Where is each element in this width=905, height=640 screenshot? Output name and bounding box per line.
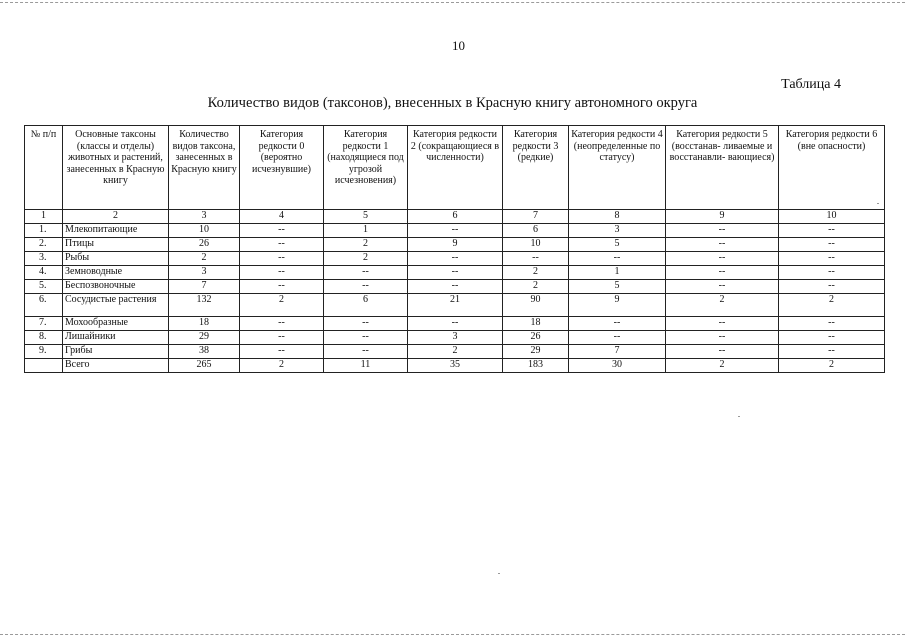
table-row xyxy=(25,266,885,280)
row-number-cell: 4. xyxy=(25,266,63,280)
scan-speck xyxy=(498,573,500,574)
header-cell: Категория редкости 4 (неопределенные по статусу) xyxy=(569,126,666,210)
row-number-cell: 8. xyxy=(25,331,63,345)
value-cell: 26 xyxy=(503,331,569,345)
column-number-row xyxy=(25,210,885,224)
row-number-cell: 2. xyxy=(25,238,63,252)
taxon-cell: Беспозвоночные xyxy=(63,280,169,294)
column-number: 5 xyxy=(324,210,408,224)
value-cell: 2 xyxy=(503,280,569,294)
value-cell: -- xyxy=(779,280,885,294)
value-cell: 21 xyxy=(408,294,503,317)
table-row xyxy=(25,224,885,238)
value-cell: -- xyxy=(408,266,503,280)
value-cell: -- xyxy=(779,224,885,238)
row-number-cell: 9. xyxy=(25,345,63,359)
value-cell: 1 xyxy=(324,224,408,238)
header-cell: Категория редкости 3 (редкие) xyxy=(503,126,569,210)
value-cell: 2 xyxy=(779,294,885,317)
table-row xyxy=(25,359,885,373)
scan-edge-bottom xyxy=(0,634,905,635)
value-cell: -- xyxy=(240,266,324,280)
taxon-cell: Млекопитающие xyxy=(63,224,169,238)
row-number-cell: 5. xyxy=(25,280,63,294)
value-cell: -- xyxy=(666,224,779,238)
value-cell: 132 xyxy=(169,294,240,317)
value-cell: 5 xyxy=(569,238,666,252)
table-label: Таблица 4 xyxy=(781,77,841,92)
scan-speck xyxy=(738,416,740,417)
table-row xyxy=(25,331,885,345)
value-cell: 29 xyxy=(503,345,569,359)
value-cell: -- xyxy=(240,345,324,359)
row-number-cell: 1. xyxy=(25,224,63,238)
value-cell: -- xyxy=(666,252,779,266)
taxon-cell: Мохообразные xyxy=(63,317,169,331)
row-number-cell: 7. xyxy=(25,317,63,331)
taxon-cell: Птицы xyxy=(63,238,169,252)
value-cell: -- xyxy=(666,280,779,294)
value-cell: 2 xyxy=(779,359,885,373)
value-cell: -- xyxy=(779,252,885,266)
value-cell: -- xyxy=(779,317,885,331)
value-cell: -- xyxy=(408,280,503,294)
value-cell: 10 xyxy=(503,238,569,252)
value-cell: -- xyxy=(569,331,666,345)
value-cell: -- xyxy=(666,345,779,359)
value-cell: -- xyxy=(324,266,408,280)
column-number: 2 xyxy=(63,210,169,224)
column-number: 10 xyxy=(779,210,885,224)
value-cell: -- xyxy=(666,317,779,331)
value-cell: -- xyxy=(569,317,666,331)
value-cell: 29 xyxy=(169,331,240,345)
value-cell: -- xyxy=(240,238,324,252)
header-cell: Категория редкости 6 (вне опасности) xyxy=(779,126,885,210)
value-cell: 2 xyxy=(408,345,503,359)
value-cell: -- xyxy=(408,252,503,266)
value-cell: 90 xyxy=(503,294,569,317)
value-cell: -- xyxy=(240,331,324,345)
row-number-cell xyxy=(25,359,63,373)
value-cell: 6 xyxy=(324,294,408,317)
value-cell: 3 xyxy=(169,266,240,280)
value-cell: -- xyxy=(569,252,666,266)
value-cell: 2 xyxy=(169,252,240,266)
table-body xyxy=(25,210,885,373)
value-cell: -- xyxy=(503,252,569,266)
table-row xyxy=(25,294,885,317)
header-cell: Категория редкости 0 (вероятно исчезнувшие) xyxy=(240,126,324,210)
value-cell: -- xyxy=(779,331,885,345)
value-cell: 6 xyxy=(503,224,569,238)
red-book-table xyxy=(24,125,885,373)
taxon-cell: Сосудистые растения xyxy=(63,294,169,317)
page-number: 10 xyxy=(452,38,465,53)
value-cell: -- xyxy=(779,345,885,359)
header-cell: Количество видов таксона, занесенных в Красную книгу xyxy=(169,126,240,210)
value-cell: 1 xyxy=(569,266,666,280)
value-cell: -- xyxy=(666,238,779,252)
row-number-cell: 6. xyxy=(25,294,63,317)
value-cell: 2 xyxy=(324,252,408,266)
row-number-cell: 3. xyxy=(25,252,63,266)
value-cell: 38 xyxy=(169,345,240,359)
value-cell: -- xyxy=(408,317,503,331)
table-header xyxy=(25,126,885,210)
value-cell: 2 xyxy=(503,266,569,280)
value-cell: 9 xyxy=(569,294,666,317)
scan-speck xyxy=(877,203,879,204)
header-cell: Категория редкости 5 (восстанав- ливаемые и восстанавли- вающиеся) xyxy=(666,126,779,210)
taxon-cell: Всего xyxy=(63,359,169,373)
taxon-cell: Рыбы xyxy=(63,252,169,266)
value-cell: 3 xyxy=(408,331,503,345)
value-cell: -- xyxy=(324,280,408,294)
value-cell: 5 xyxy=(569,280,666,294)
value-cell: -- xyxy=(779,266,885,280)
value-cell: 18 xyxy=(169,317,240,331)
value-cell: -- xyxy=(240,280,324,294)
table-row xyxy=(25,280,885,294)
value-cell: 10 xyxy=(169,224,240,238)
header-cell: Категория редкости 1 (находящиеся под угрозой исчезновения) xyxy=(324,126,408,210)
value-cell: 11 xyxy=(324,359,408,373)
header-row xyxy=(25,126,885,210)
value-cell: 35 xyxy=(408,359,503,373)
taxon-cell: Лишайники xyxy=(63,331,169,345)
value-cell: 30 xyxy=(569,359,666,373)
value-cell: 2 xyxy=(240,359,324,373)
column-number: 3 xyxy=(169,210,240,224)
column-number: 9 xyxy=(666,210,779,224)
value-cell: 183 xyxy=(503,359,569,373)
taxon-cell: Грибы xyxy=(63,345,169,359)
value-cell: -- xyxy=(240,252,324,266)
value-cell: 2 xyxy=(666,359,779,373)
table-row xyxy=(25,317,885,331)
scan-edge-top xyxy=(0,2,905,3)
value-cell: -- xyxy=(666,331,779,345)
value-cell: 2 xyxy=(240,294,324,317)
column-number: 8 xyxy=(569,210,666,224)
value-cell: 18 xyxy=(503,317,569,331)
table-row xyxy=(25,252,885,266)
column-number: 1 xyxy=(25,210,63,224)
value-cell: -- xyxy=(324,345,408,359)
value-cell: 3 xyxy=(569,224,666,238)
value-cell: 7 xyxy=(569,345,666,359)
value-cell: 9 xyxy=(408,238,503,252)
table-row xyxy=(25,345,885,359)
value-cell: -- xyxy=(324,317,408,331)
header-cell: Категория редкости 2 (сокращающиеся в численности) xyxy=(408,126,503,210)
header-cell: № п/п xyxy=(25,126,63,210)
value-cell: -- xyxy=(324,331,408,345)
value-cell: -- xyxy=(408,224,503,238)
value-cell: 265 xyxy=(169,359,240,373)
value-cell: 26 xyxy=(169,238,240,252)
value-cell: -- xyxy=(240,317,324,331)
column-number: 4 xyxy=(240,210,324,224)
value-cell: 2 xyxy=(666,294,779,317)
taxon-cell: Земноводные xyxy=(63,266,169,280)
table-row xyxy=(25,238,885,252)
value-cell: 2 xyxy=(324,238,408,252)
value-cell: -- xyxy=(779,238,885,252)
document-title: Количество видов (таксонов), внесенных в Красную книгу автономного округа xyxy=(207,95,698,111)
column-number: 7 xyxy=(503,210,569,224)
value-cell: -- xyxy=(666,266,779,280)
value-cell: 7 xyxy=(169,280,240,294)
header-cell: Основные таксоны (классы и отделы) животных и растений, занесенных в Красную книгу xyxy=(63,126,169,210)
column-number: 6 xyxy=(408,210,503,224)
value-cell: -- xyxy=(240,224,324,238)
